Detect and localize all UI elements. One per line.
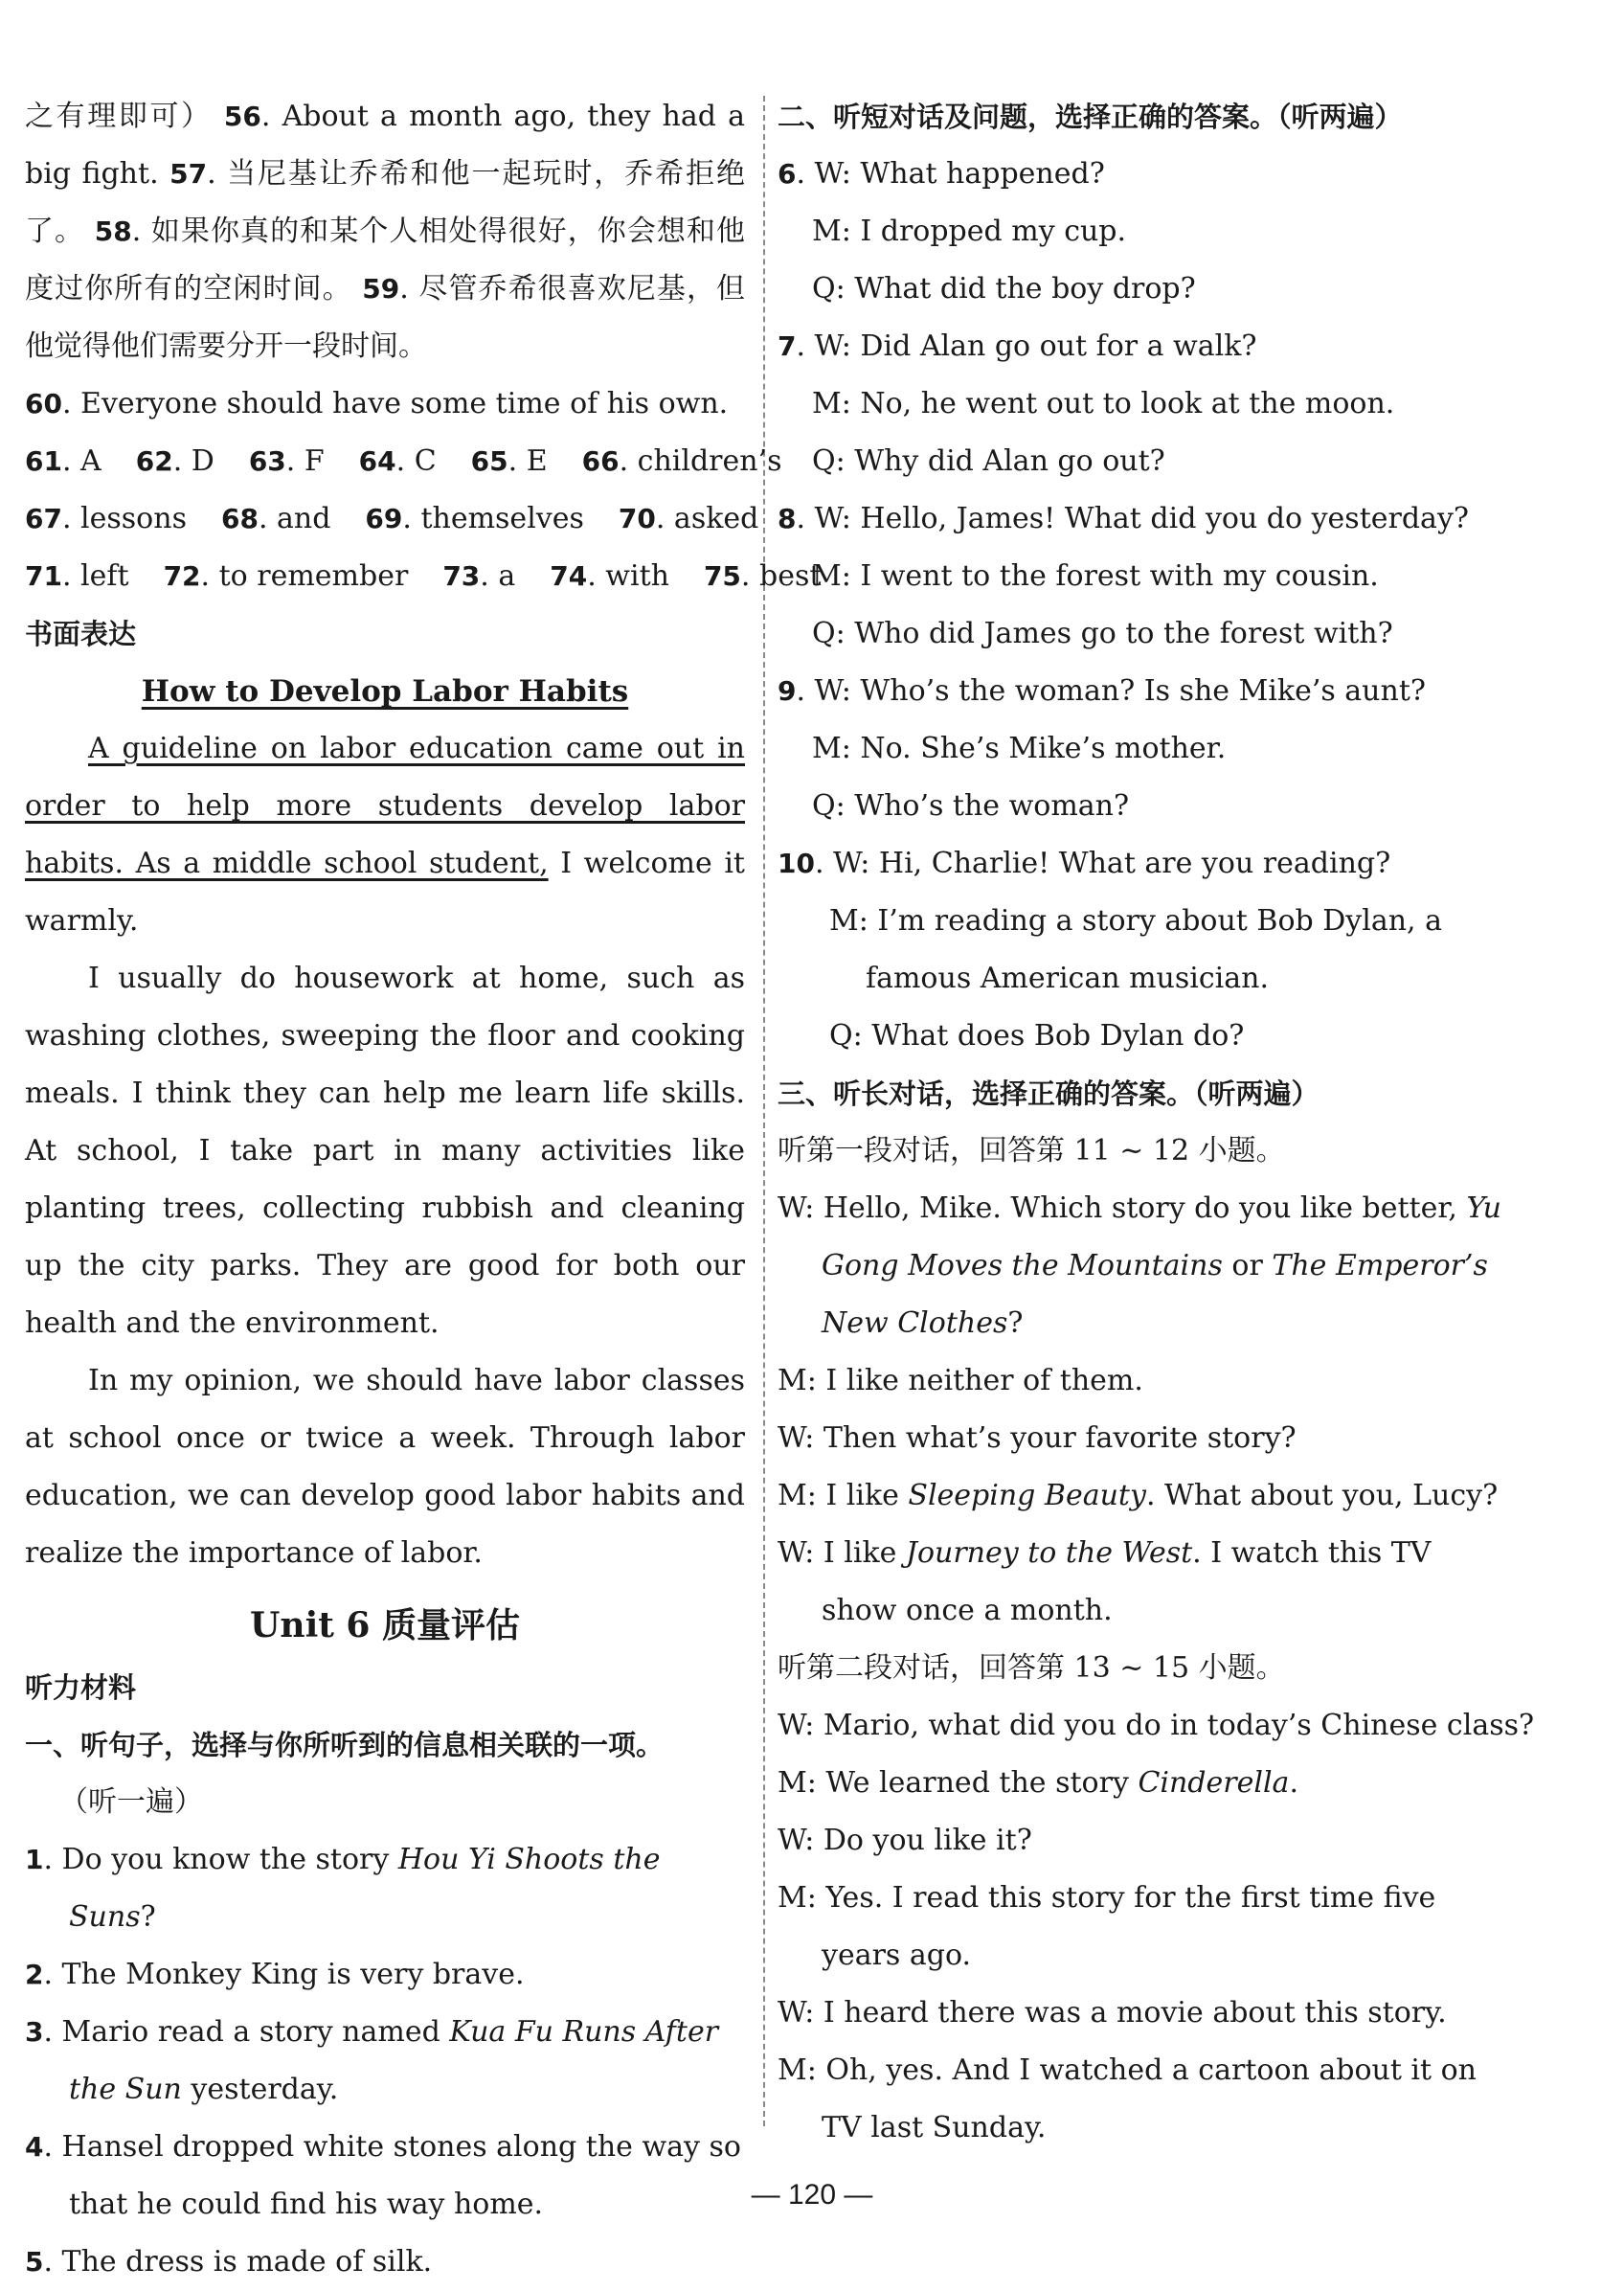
answer-text: . About a month ago, they had a big fight.: [25, 100, 746, 191]
item-number: 8: [778, 503, 797, 534]
dialogue-7-m: M: No, he went out to look at the moon.: [812, 387, 1395, 420]
answer-item: [365, 490, 600, 548]
dialogue-line: .: [1289, 1766, 1298, 1800]
story-title: Kua Fu Runs After the Sun: [69, 2015, 719, 2106]
right-column: [778, 88, 1535, 2144]
answer-text: . 如果你真的和某个人相处得很好，你会想和他度过你所有的空闲时间。: [25, 215, 745, 306]
column-divider: [763, 96, 765, 2126]
item-number: 64: [358, 445, 396, 477]
answer-text: . A: [61, 444, 102, 478]
sentence-2: [25, 1946, 745, 2004]
dialogue-10-m: M: I’m reading a story about Bob Dylan, a famous American musician.: [829, 904, 1443, 995]
item-number: 4: [25, 2131, 44, 2163]
answer-item: [25, 548, 147, 605]
answer-item: [136, 433, 232, 490]
sentence-text: ?: [140, 1900, 156, 1934]
item-number: 75: [703, 560, 741, 592]
essay-title: How to Develop Labor Habits: [141, 674, 629, 709]
conv2-m3: M: Oh, yes. And I watched a cartoon about it on TV last Sunday.: [778, 2053, 1477, 2144]
item-number: 66: [581, 445, 620, 477]
item-number: 7: [778, 330, 797, 362]
answer-text: . Everyone should have some time of his own.: [61, 387, 729, 420]
conv1-w3: [778, 1525, 1505, 1640]
conv2-m1: [778, 1755, 1505, 1812]
answer-item: [359, 433, 454, 490]
answer-item: [164, 548, 426, 605]
conv1-w1: [778, 1180, 1505, 1352]
dialogue-line: W: Hello, Mike. Which story do you like better,: [778, 1191, 1467, 1225]
item-number: 67: [25, 503, 62, 534]
answer-text: . a: [480, 559, 516, 593]
answer-row: [25, 433, 782, 490]
continuation-text: 之有理即可）: [25, 100, 213, 133]
conv2-w3: W: I heard there was a movie about this story.: [778, 1996, 1447, 2030]
answer-item: [619, 490, 776, 548]
sentence-text: . The Monkey King is very brave.: [43, 1958, 525, 1991]
answer-item: [221, 490, 348, 548]
answer-text: . themselves: [402, 502, 584, 535]
item-number: 56: [223, 101, 261, 132]
sentence-5: [25, 2234, 745, 2291]
conv1-m2: [778, 1467, 1505, 1525]
section-heading-1: 一、听句子，选择与你所听到的信息相关联的一项。: [25, 1729, 665, 1761]
answer-item: [550, 548, 687, 605]
answer-text: . E: [508, 444, 548, 478]
answer-text: . and: [258, 502, 331, 535]
story-title: Sleeping Beauty: [908, 1479, 1146, 1512]
story-title: The Emperor’s New Clothes: [822, 1249, 1488, 1340]
sentence-text: . Do you know the story: [43, 1843, 398, 1876]
answer-item: [582, 433, 800, 490]
dialogue-line: . What about you, Lucy?: [1145, 1479, 1499, 1512]
dialogue-10-q: Q: What does Bob Dylan do?: [829, 1019, 1245, 1053]
item-number: 6: [778, 158, 797, 190]
item-number: 60: [25, 388, 62, 420]
listening-label: 听力材料: [25, 1671, 137, 1704]
dialogue-9-w: [778, 663, 1505, 720]
dialogue-line: . W: Hi, Charlie! What are you reading?: [814, 847, 1391, 880]
answer-text: . to remember: [200, 559, 409, 593]
dialogue-10-w: [778, 835, 1505, 893]
item-number: 63: [248, 445, 286, 477]
item-number: 5: [25, 2246, 44, 2278]
essay-paragraph-2: I usually do housework at home, such as washing clothes, sweeping the floor and cooking meals. I think they can help me learn life skills. At school, I take part in many activities like planting trees, collecting rubbish and cleaning up the city parks. They are good for both our health and the environment.: [25, 962, 745, 1340]
dialogue-line: M: I like: [778, 1479, 909, 1512]
item-number: 59: [362, 273, 400, 305]
conv2-w1: W: Mario, what did you do in today’s Chinese class?: [778, 1709, 1535, 1742]
sentence-text: . The dress is made of silk.: [43, 2245, 433, 2279]
sentence-text: yesterday.: [181, 2073, 339, 2106]
dialogue-9-m: M: No. She’s Mike’s mother.: [812, 732, 1227, 765]
answer-text: . C: [395, 444, 437, 478]
conv1-w2: W: Then what’s your favorite story?: [778, 1421, 1297, 1455]
section-heading-writing: 书面表达: [25, 618, 137, 650]
section-note: （听一遍）: [59, 1785, 203, 1819]
sentence-3: [25, 2004, 745, 2119]
item-number: 58: [94, 215, 132, 247]
item-number: 2: [25, 1959, 44, 1990]
conv2-m2: M: Yes. I read this story for the first time five years ago.: [778, 1881, 1436, 1972]
dialogue-8-m: M: I went to the forest with my cousin.: [812, 559, 1379, 593]
answer-text: . asked: [655, 502, 759, 535]
item-number: 57: [169, 158, 208, 190]
dialogue-7-w: [778, 318, 1505, 375]
answer-text: . F: [285, 444, 325, 478]
item-number: 1: [25, 1844, 44, 1875]
essay-paragraph-1: [25, 720, 745, 950]
item-number: 69: [365, 503, 403, 534]
dialogue-line: . I watch this TV show once a month.: [822, 1536, 1432, 1627]
dialogue-line: M: We learned the story: [778, 1766, 1139, 1800]
sentence-1: [25, 1831, 745, 1946]
page-number: — 120 —: [751, 2179, 873, 2211]
item-number: 72: [163, 560, 201, 592]
answer-text: . left: [61, 559, 129, 593]
conversation-1-intro: 听第一段对话，回答第 11 ~ 12 小题。: [778, 1134, 1285, 1168]
answer-text: . children’s: [619, 444, 782, 478]
dialogue-9-q: Q: Who’s the woman?: [812, 789, 1130, 823]
item-number: 74: [550, 560, 588, 592]
dialogue-line: W: I like: [778, 1536, 906, 1570]
conv1-m1: M: I like neither of them.: [778, 1364, 1143, 1397]
sentence-text: . Hansel dropped white stones along the way so that he could find his way home.: [43, 2130, 741, 2221]
dialogue-6-m: M: I dropped my cup.: [812, 215, 1127, 248]
item-number: 73: [442, 560, 481, 592]
item-number: 68: [220, 503, 259, 534]
answer-item: [471, 433, 565, 490]
sentence-4: [25, 2119, 745, 2234]
answer-60: [25, 375, 745, 433]
sentence-text: . Mario read a story named: [43, 2015, 450, 2049]
dialogue-line: . W: Who’s the woman? Is she Mike’s aunt?: [796, 674, 1426, 708]
dialogue-8-w: [778, 490, 1505, 548]
section-heading-3: 三、听长对话，选择正确的答案。（听两遍）: [778, 1077, 1320, 1110]
dialogue-7-q: Q: Why did Alan go out?: [812, 444, 1165, 478]
answer-text: . 尽管乔希很喜欢尼基，但他觉得他们需要分开一段时间。: [25, 272, 746, 363]
dialogue-line: or: [1222, 1249, 1273, 1282]
dialogue-line: ?: [1007, 1306, 1024, 1340]
item-number: 10: [778, 848, 815, 879]
answer-text: . best: [740, 559, 822, 593]
dialogue-line: . W: What happened?: [796, 157, 1105, 191]
item-number: 70: [618, 503, 656, 534]
item-number: 65: [470, 445, 508, 477]
answer-row: [25, 548, 822, 605]
dialogue-6-q: Q: What did the boy drop?: [812, 272, 1196, 306]
dialogue-line: . W: Did Alan go out for a walk?: [796, 329, 1257, 363]
item-number: 71: [25, 560, 62, 592]
conversation-2-intro: 听第二段对话，回答第 13 ~ 15 小题。: [778, 1651, 1285, 1685]
unit-title: Unit 6 质量评估: [250, 1605, 520, 1645]
answer-row: [25, 490, 759, 548]
story-title: Yu Gong Moves the Mountains: [822, 1191, 1501, 1282]
answer-item: [25, 433, 119, 490]
answer-text: . 当尼基让乔希和他一起玩时，乔希拒绝了。: [25, 157, 746, 248]
story-title: Cinderella: [1138, 1766, 1290, 1800]
dialogue-line: . W: Hello, James! What did you do yesterday?: [796, 502, 1469, 535]
answer-text: . with: [587, 559, 669, 593]
underlined-sentence: A guideline on labor education came out in order to help more students develop labor habits. As a middle school student,: [25, 732, 745, 880]
story-title: Hou Yi Shoots the Suns: [69, 1843, 661, 1934]
item-number: 62: [135, 445, 173, 477]
dialogue-8-q: Q: Who did James go to the forest with?: [812, 617, 1393, 650]
answer-56-59: [25, 88, 745, 375]
conv2-w2: W: Do you like it?: [778, 1824, 1032, 1857]
answer-item: [25, 490, 204, 548]
answer-item: [249, 433, 342, 490]
item-number: 3: [25, 2016, 44, 2048]
answer-text: . D: [172, 444, 214, 478]
item-number: 61: [25, 445, 62, 477]
answer-text: . lessons: [61, 502, 187, 535]
essay-paragraph-3: In my opinion, we should have labor classes at school once or twice a week. Through labor education, we can develop good labor habits and realize the importance of labor.: [25, 1364, 745, 1570]
item-number: 9: [778, 675, 797, 707]
dialogue-6-w: [778, 146, 1505, 203]
essay-text: I welcome it warmly.: [25, 847, 745, 938]
answer-item: [442, 548, 532, 605]
story-title: Journey to the West: [905, 1536, 1193, 1570]
section-heading-2: 二、听短对话及问题，选择正确的答案。（听两遍）: [778, 101, 1403, 133]
